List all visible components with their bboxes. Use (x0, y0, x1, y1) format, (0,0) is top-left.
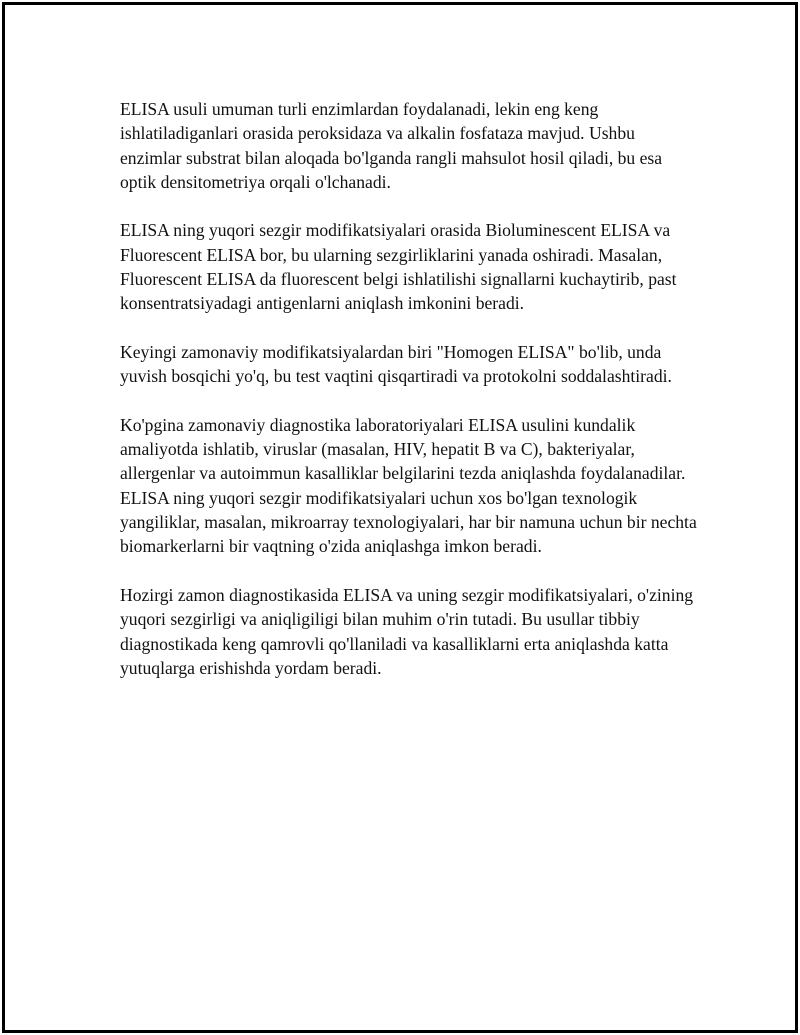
document-body (120, 97, 700, 704)
paragraph-3: Keyingi zamonaviy modifikatsiyalardan biri "Homogen ELISA" bo'lib, unda yuvish bosqichi yo'q, bu test vaqtini qisqartiradi va protokolni soddalashtiradi. (120, 341, 672, 387)
paragraph-2: ELISA ning yuqori sezgir modifikatsiyalari orasida Bioluminescent ELISA va Fluorescent ELISA bor, bu ularning sezgirliklarini yanada oshiradi. Masalan, Fluorescent ELISA da fluorescent belgi ishlatilishi signallarni kuchaytirib, past konsentratsiyadagi antigenlarni aniqlash imkonini beradi. (120, 220, 677, 314)
paragraph-4: Ko'pgina zamonaviy diagnostika laboratoriyalari ELISA usulini kundalik amaliyotda ishlatib, viruslar (masalan, HIV, hepatit B va C), bakteriyalar, allergenlar va autoimmun kasalliklar belgilarini tezda aniqlashda foydalanadilar. ELISA ning yuqori sezgir modifikatsiyalari uchun xos bo'lgan texnologik yangiliklar, masalan, mikroarray texnologiyalari, har bir namuna uchun bir nechta biomarkerlarni bir vaqtning o'zida aniqlashga imkon beradi. (120, 414, 697, 557)
paragraph-5: Hozirgi zamon diagnostikasida ELISA va uning sezgir modifikatsiyalari, o'zining yuqori sezgirligi va aniqligiligi bilan muhim o'rin tutadi. Bu usullar tibbiy diagnostikada keng qamrovli qo'llaniladi va kasalliklarni erta aniqlashda katta yutuqlarga erishishda yordam beradi. (120, 584, 694, 678)
paragraph-1: ELISA usuli umuman turli enzimlardan foydalanadi, lekin eng keng ishlatiladiganlari orasida peroksidaza va alkalin fosfataza mavjud. Ushbu enzimlar substrat bilan aloqada bo'lganda rangli mahsulot hosil qiladi, bu esa optik densitometriya orqali o'lchanadi. (120, 99, 663, 192)
page-border (2, 2, 798, 1033)
